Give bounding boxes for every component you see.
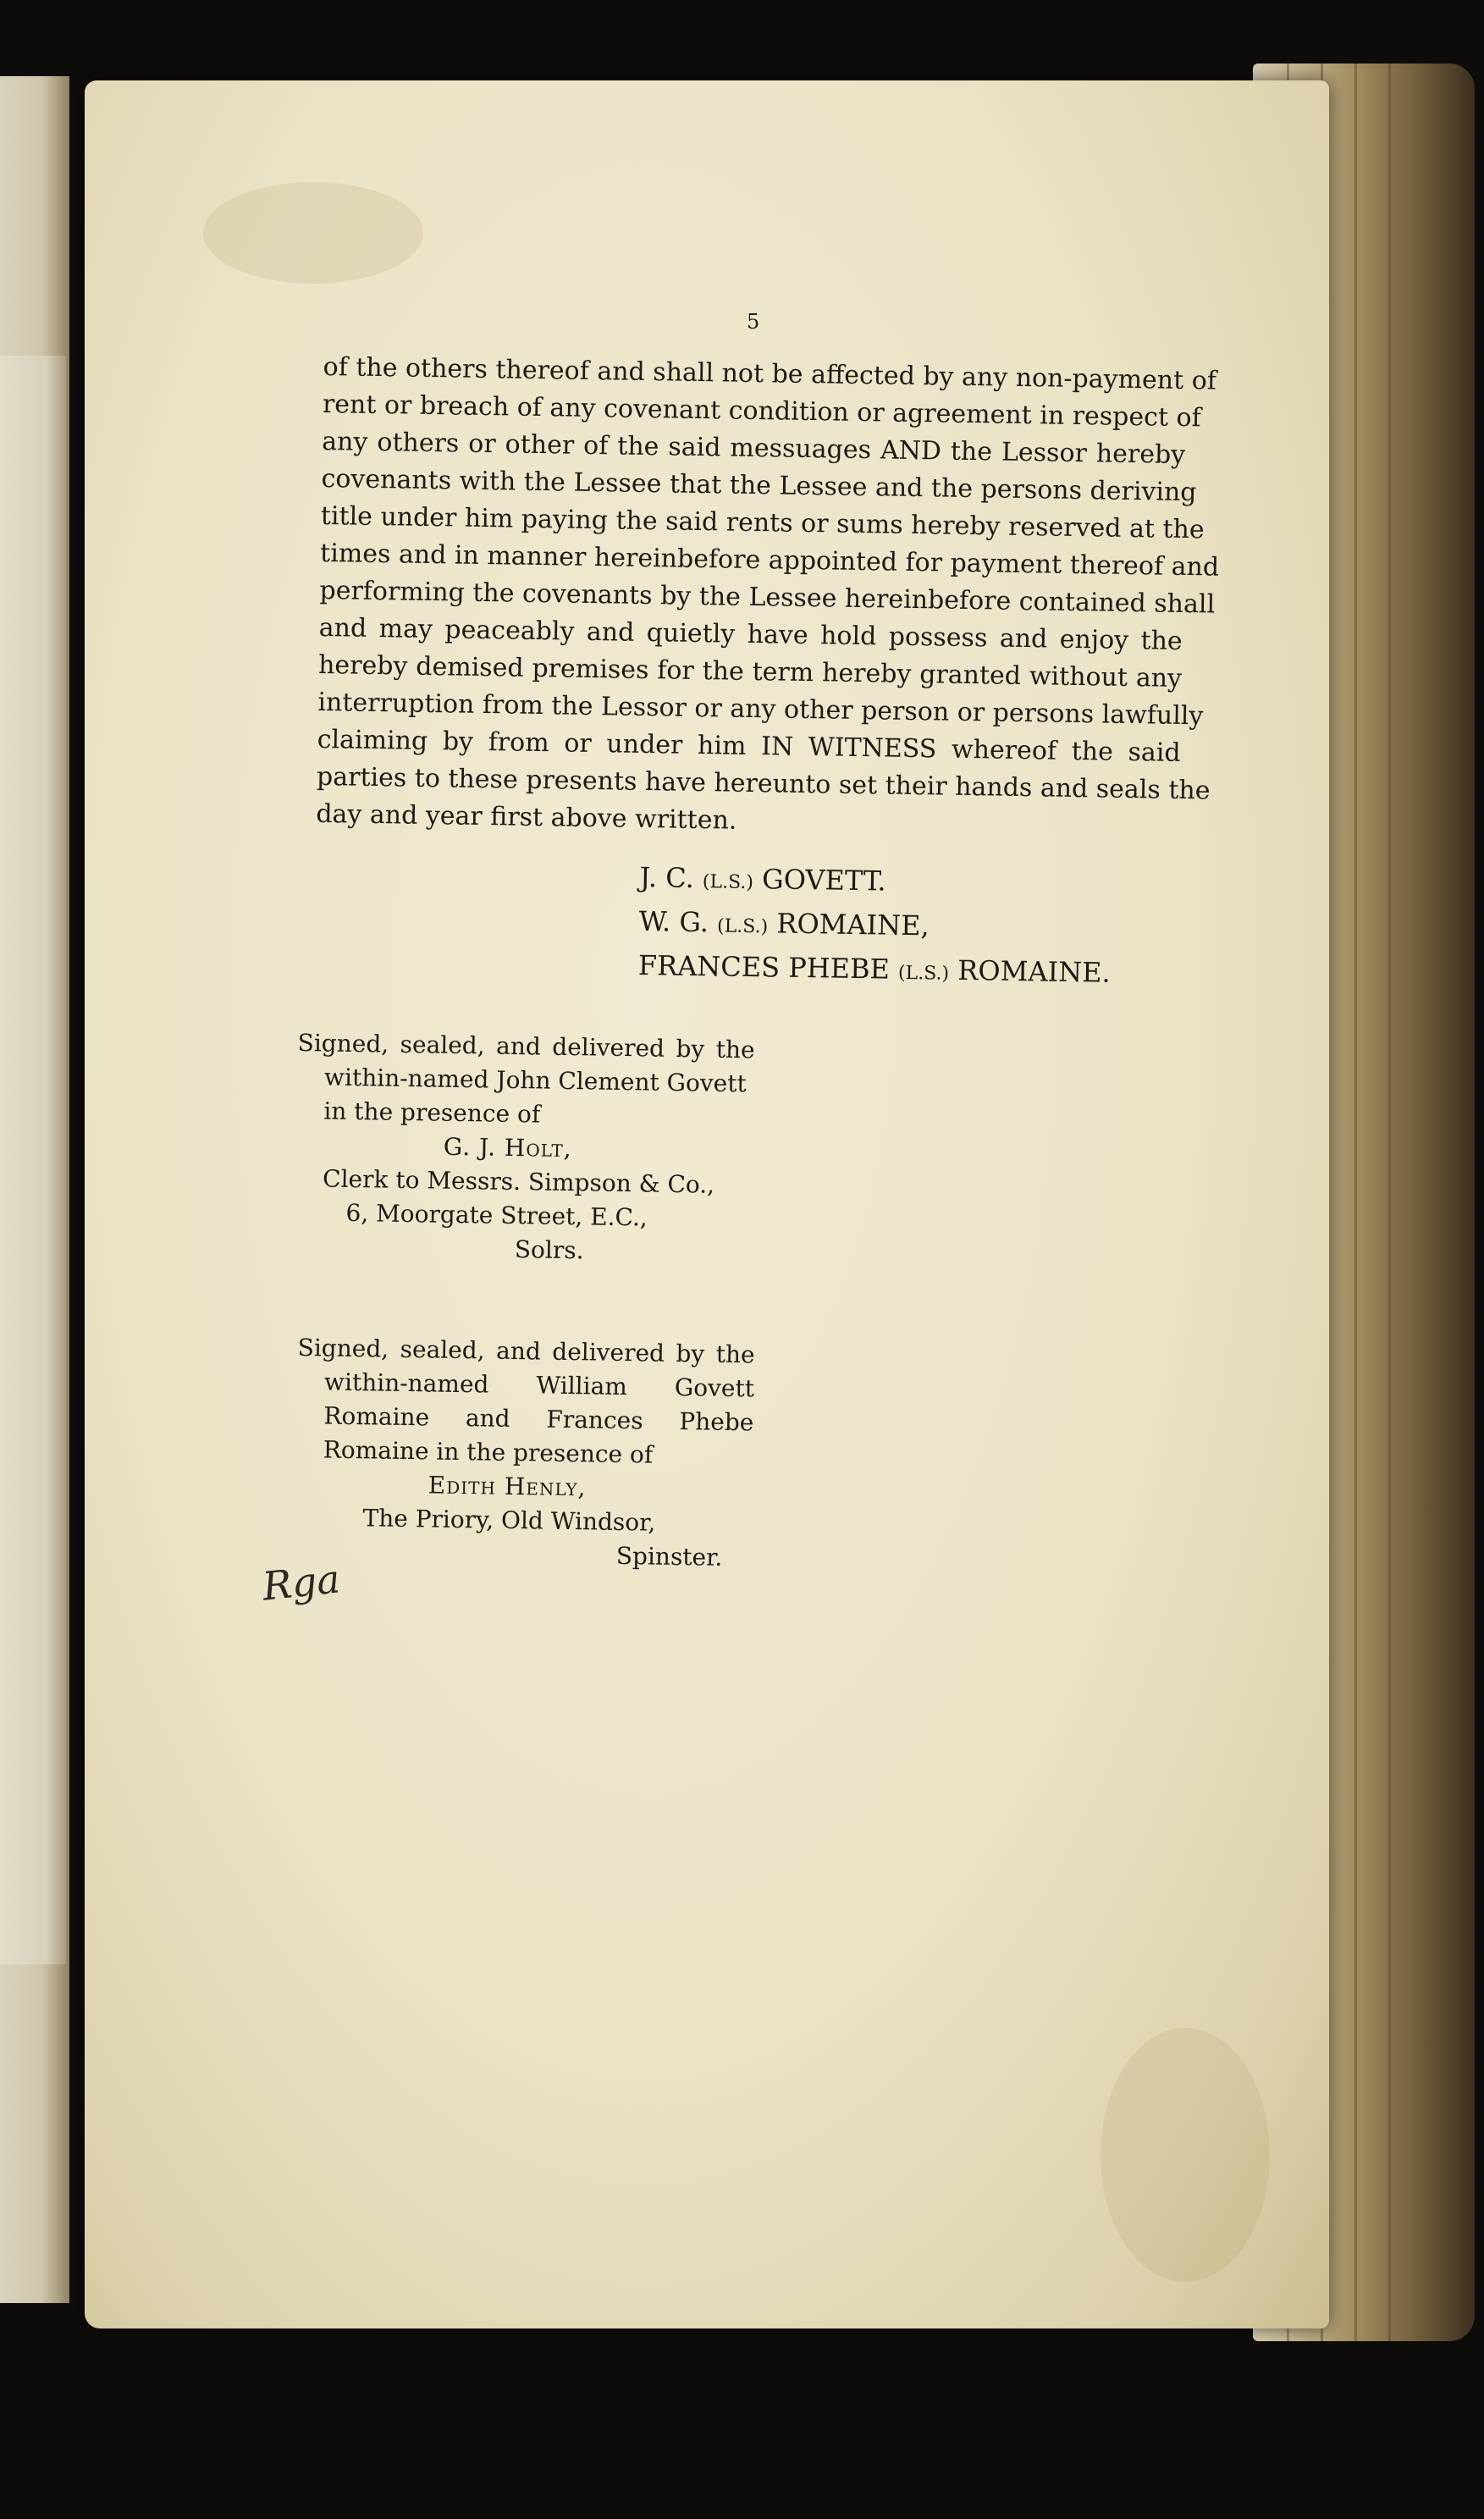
signature-line	[638, 943, 1112, 995]
page-number: 5	[747, 310, 760, 334]
witness-name: Edith Henly,	[428, 1471, 587, 1502]
witness-address: The Priory, Old Windsor,	[362, 1504, 656, 1537]
seal-mark: (L.S.)	[897, 962, 950, 985]
attestation-line: within-named John Clement Govett	[323, 1063, 748, 1098]
witness-role: Solrs.	[514, 1235, 584, 1265]
attestation-line: Romaine and Frances Phebe	[323, 1401, 754, 1437]
witness-clause-govett	[295, 1026, 755, 1270]
previous-page-strip	[0, 356, 66, 1964]
body-line: interruption from the Lessor or any other person or persons lawfully	[317, 687, 1204, 732]
witness-name: G. J. Holt,	[443, 1132, 572, 1163]
signature-line	[639, 855, 1112, 907]
signatory-surname: GOVETT.	[761, 863, 886, 898]
body-line: and may peaceably and quietly have hold possess and enjoy the	[318, 612, 1183, 656]
signatory-initials: FRANCES PHEBE	[637, 948, 891, 986]
witness-clause-romaine	[295, 1331, 755, 1575]
signatory-surname: ROMAINE,	[776, 907, 930, 942]
page-edge-line	[1354, 64, 1357, 2341]
seal-mark: (L.S.)	[716, 915, 769, 938]
attestation-line: Signed, sealed, and delivered by the	[297, 1333, 755, 1369]
body-line: covenants with the Lessee that the Lessee and the persons deriving	[321, 463, 1197, 508]
body-line: hereby demised premises for the term hereby granted without any	[317, 649, 1183, 693]
previous-page-edge	[0, 76, 69, 2303]
paper-stain	[1101, 2028, 1270, 2282]
body-line: times and in manner hereinbefore appointed for payment thereof and	[319, 538, 1220, 583]
page-edge-line	[1388, 64, 1391, 2341]
body-line: performing the covenants by the Lessee hereinbefore contained shall	[319, 575, 1216, 620]
signature-line	[638, 899, 1112, 951]
body-line: claiming by from or under him IN WITNESS whereof the said	[317, 724, 1181, 768]
paper-stain	[203, 182, 423, 284]
deed-body-text	[316, 349, 1220, 847]
attestation-line: within-named William Govett	[323, 1367, 755, 1403]
body-line: parties to these presents have hereunto set their hands and seals the	[316, 761, 1211, 806]
body-line: any others or other of the said messuages AND the Lessor hereby	[322, 426, 1186, 471]
body-line: title under him paying the said rents or sums hereby reserved at the	[320, 500, 1205, 545]
body-line: of the others thereof and shall not be affected by any non-payment of	[323, 351, 1217, 396]
body-line: day and year first above written.	[316, 798, 737, 836]
handwritten-annotation: Rga	[260, 1555, 343, 1610]
seal-mark: (L.S.)	[702, 871, 754, 894]
signatory-surname: ROMAINE.	[957, 953, 1111, 989]
witness-occupation: Spinster.	[615, 1541, 723, 1572]
attestation-line: Romaine in the presence of	[323, 1435, 654, 1469]
signatory-initials: W. G.	[638, 904, 709, 939]
signatory-initials: J. C.	[639, 860, 695, 895]
signatures-block	[638, 855, 1112, 995]
attestation-line: Signed, sealed, and delivered by the	[297, 1028, 755, 1064]
witness-address: 6, Moorgate Street, E.C.,	[345, 1198, 648, 1232]
witness-occupation: Clerk to Messrs. Simpson & Co.,	[322, 1164, 715, 1199]
body-line: rent or breach of any covenant condition or agreement in respect of	[322, 389, 1201, 434]
attestation-line: in the presence of	[323, 1097, 541, 1129]
